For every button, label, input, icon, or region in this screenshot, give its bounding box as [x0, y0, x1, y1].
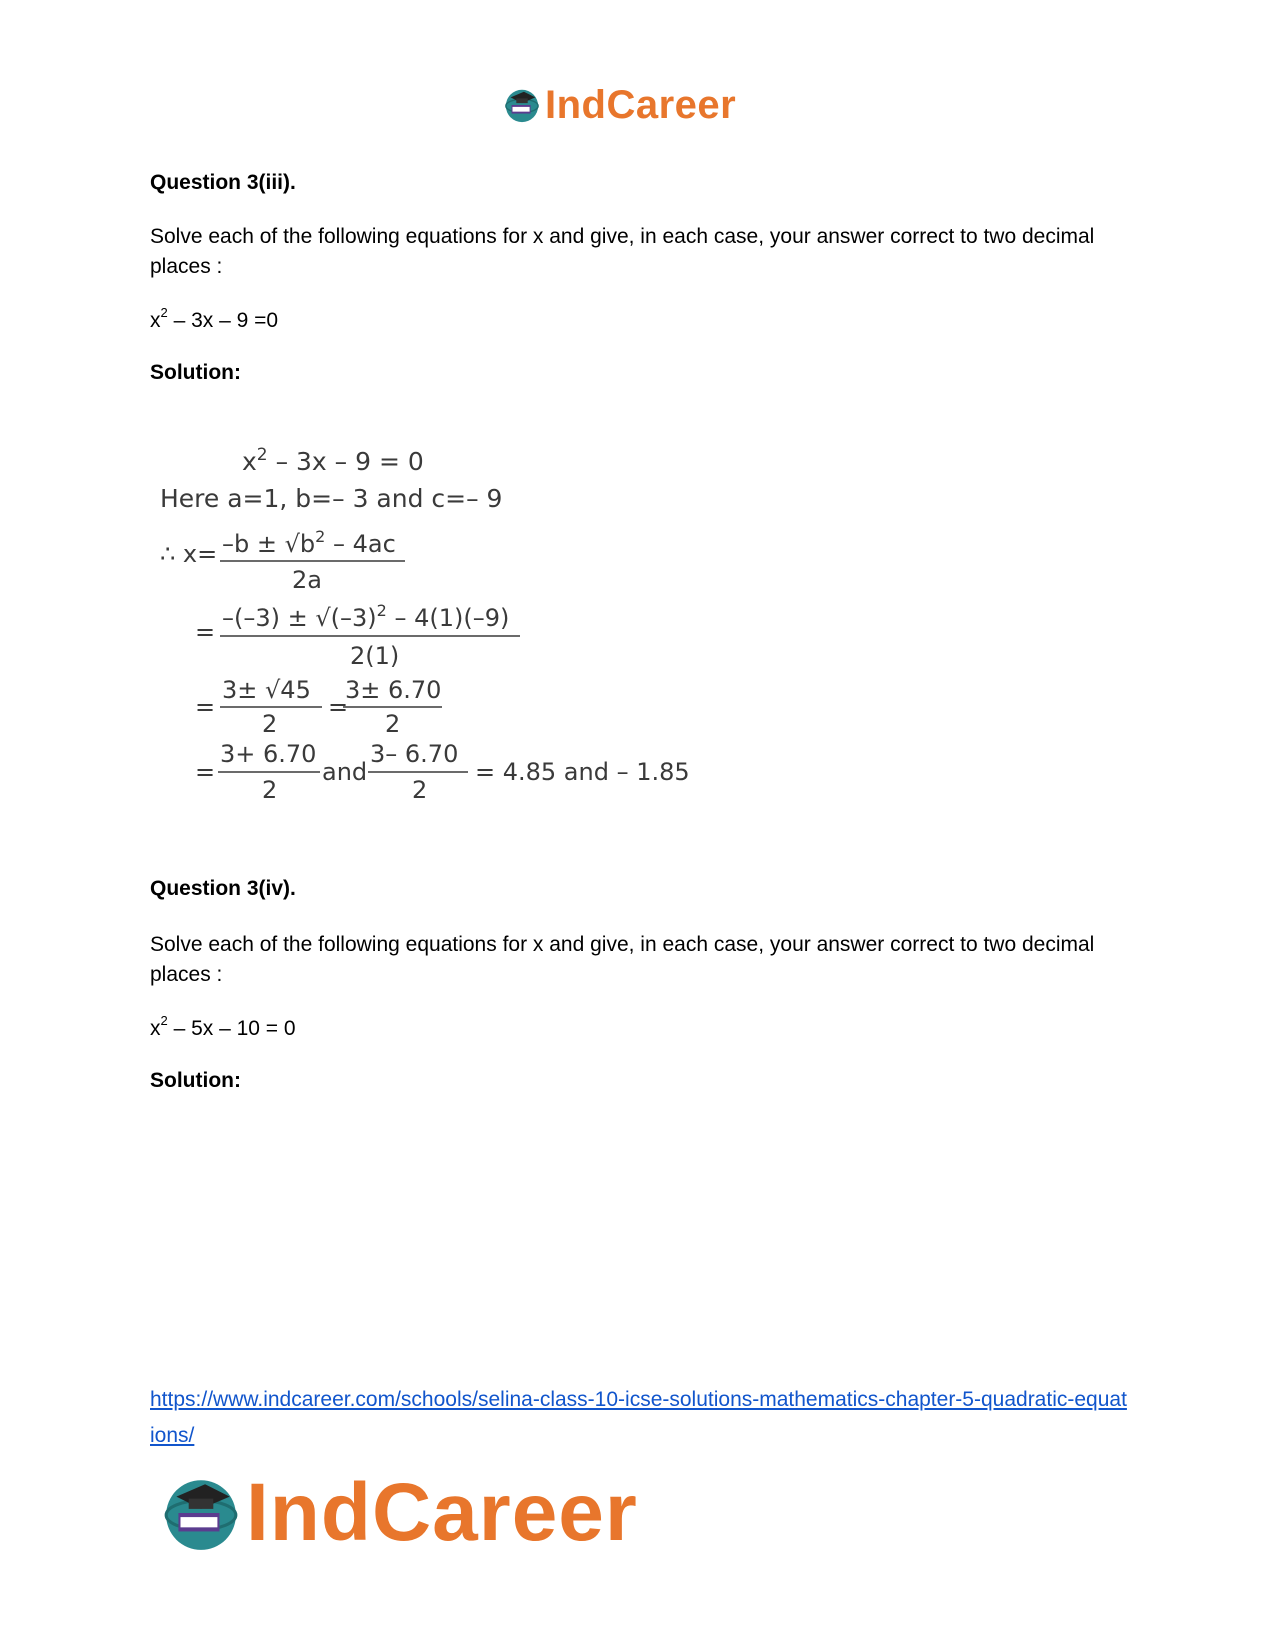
logo-wordmark: IndCareer [545, 83, 737, 127]
math-eq-sign: = [195, 693, 216, 721]
math-split-numerator-2: 3– 6.70 [370, 740, 459, 768]
math-line-coefficients: Here a=1, b=– 3 and c=– 9 [160, 484, 503, 513]
math-and-word: and [322, 758, 368, 786]
solution-math-image [150, 440, 740, 850]
math-substitution-numerator: $-(-3) \pm √(-3)^2 - 4(1)(-9)$ [222, 601, 510, 632]
logo-wordmark: IndCareer [246, 1467, 638, 1558]
question-3iii-title: Question 3(iii). [150, 171, 296, 194]
math-eq-sign: = [328, 693, 349, 721]
math-root-numerator-1: 3± √45 [222, 676, 311, 704]
question-3iv-prompt: Solve each of the following equations for x and give, in each case, your answer correct to two decimal places : [150, 933, 1095, 986]
math-root-numerator-2: 3± 6.70 [345, 676, 442, 704]
math-eq-sign: = [195, 618, 216, 646]
header-logo [503, 80, 736, 130]
question-3iv-equation: $x^2 - 5x - 10 = 0$ [150, 1013, 296, 1040]
math-line-equation: $x^2 - 3x - 9 = 0$ [242, 445, 424, 476]
math-substitution-denominator: 2(1) [350, 642, 400, 670]
question-3iii-equation: $x^2 - 3x - 9 =0$ [150, 305, 279, 332]
math-result: = 4.85 and – 1.85 [475, 758, 690, 786]
math-split-numerator-1: 3+ 6.70 [220, 740, 317, 768]
graduation-globe-icon [160, 1472, 242, 1554]
math-eq-sign: = [195, 758, 216, 786]
question-3iii-prompt: Solve each of the following equations for x and give, in each case, your answer correct to two decimal places : [150, 225, 1095, 278]
math-split-denominator-2: 2 [412, 776, 428, 804]
source-link[interactable]: https://www.indcareer.com/schools/selina-class-10-icse-solutions-mathematics-chapter-5-quadratic-equations/ [150, 1388, 1127, 1447]
math-formula-numerator: $-b \pm √b^2 - 4ac$ [222, 527, 396, 558]
graduation-globe-icon [503, 86, 541, 124]
question-3iv-title: Question 3(iv). [150, 877, 296, 900]
math-root-denominator-2: 2 [385, 710, 401, 738]
question-3iv-solution-label: Solution: [150, 1069, 241, 1092]
math-formula-denominator: 2a [292, 566, 322, 594]
question-3iii-solution-label: Solution: [150, 361, 241, 384]
footer-logo [160, 1468, 638, 1558]
math-split-denominator-1: 2 [262, 776, 278, 804]
math-root-denominator-1: 2 [262, 710, 278, 738]
math-therefore: ∴ x= [160, 540, 218, 568]
